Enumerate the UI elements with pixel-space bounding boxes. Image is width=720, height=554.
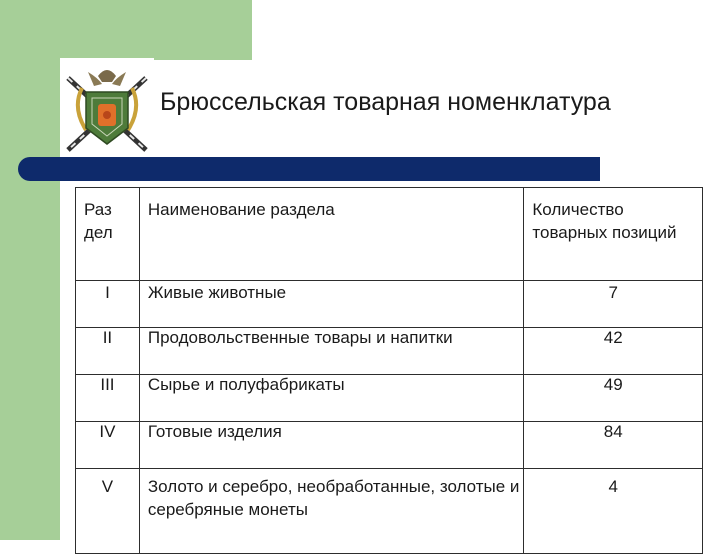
decorative-title-bar bbox=[18, 157, 600, 181]
row-name: Продовольственные товары и напитки bbox=[139, 328, 524, 375]
header-name: Наименование раздела bbox=[139, 188, 524, 281]
table-row bbox=[76, 422, 703, 469]
table-row bbox=[76, 328, 703, 375]
table-row bbox=[76, 469, 703, 554]
row-section: IV bbox=[76, 422, 140, 469]
row-name: Готовые изделия bbox=[139, 422, 524, 469]
nomenclature-table bbox=[75, 187, 703, 554]
row-name: Живые животные bbox=[139, 281, 524, 328]
page-title: Брюссельская товарная номенклатура bbox=[160, 88, 611, 116]
row-count: 7 bbox=[524, 281, 703, 328]
row-section: I bbox=[76, 281, 140, 328]
customs-emblem-icon bbox=[60, 58, 154, 158]
table-row bbox=[76, 375, 703, 422]
row-name: Золото и серебро, необработанные, золотые и серебряные монеты bbox=[139, 469, 524, 554]
decorative-green-strip bbox=[0, 0, 60, 540]
row-section: II bbox=[76, 328, 140, 375]
header-section: Раз дел bbox=[76, 188, 140, 281]
row-count: 49 bbox=[524, 375, 703, 422]
row-count: 4 bbox=[524, 469, 703, 554]
table-header-row bbox=[76, 188, 703, 281]
header-count: Количество товарных позиций bbox=[524, 188, 703, 281]
row-count: 84 bbox=[524, 422, 703, 469]
row-section: III bbox=[76, 375, 140, 422]
row-section: V bbox=[76, 469, 140, 554]
row-count: 42 bbox=[524, 328, 703, 375]
table-row bbox=[76, 281, 703, 328]
row-name: Сырье и полуфабрикаты bbox=[139, 375, 524, 422]
